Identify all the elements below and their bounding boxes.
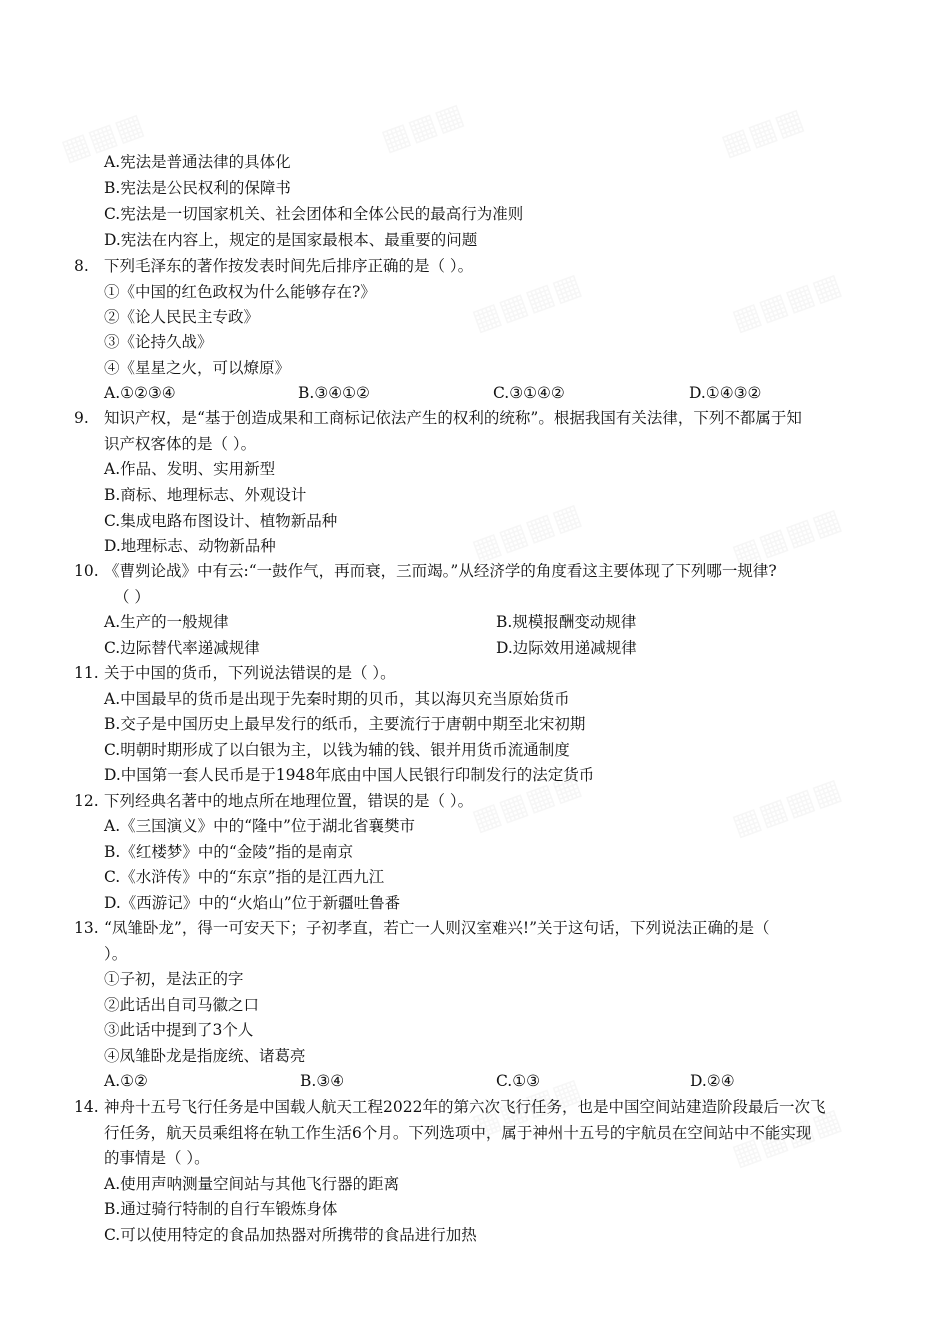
q14-option-c: C.可以使用特定的食品加热器对所携带的食品进行加热: [104, 1226, 477, 1244]
q10-stem-line: 《曹刿论战》中有云:“一鼓作气，再而衰，三而竭。”从经济学的角度看这主要体现了下列哪一规律?: [104, 562, 777, 580]
q13-item: ②此话出自司马徽之口: [104, 996, 260, 1014]
q11-option-d: D.中国第一套人民币是于1948年底由中国人民银行印制发行的法定货币: [104, 766, 595, 784]
q10-option-c: C.边际替代率递减规律: [104, 639, 260, 657]
q13-option-b: B.③④: [300, 1072, 345, 1090]
q12-option-b: B.《红楼梦》中的“金陵”指的是南京: [104, 843, 354, 861]
q10-number: 10.: [74, 562, 99, 580]
q12-number: 12.: [74, 792, 99, 810]
q14-option-b: B.通过骑行特制的自行车锻炼身体: [104, 1200, 338, 1218]
q7-option-b: B.宪法是公民权利的保障书: [104, 179, 291, 197]
q13-option-a: A.①②: [104, 1072, 148, 1090]
q12-option-a: A.《三国演义》中的“隆中”位于湖北省襄樊市: [104, 817, 415, 835]
q9-number: 9.: [74, 409, 89, 427]
q12-option-d: D.《西游记》中的“火焰山”位于新疆吐鲁番: [104, 894, 401, 912]
q8-item: ①《中国的红色政权为什么能够存在?》: [104, 283, 376, 301]
q13-option-c: C.①③: [496, 1072, 541, 1090]
q13-stem-line: “凤雏卧龙”，得一可安天下；子初孝直，若亡一人则汉室难兴!”关于这句话，下列说法正确的是（: [104, 919, 770, 937]
q7-option-c: C.宪法是一切国家机关、社会团体和全体公民的最高行为准则: [104, 205, 524, 223]
q9-option-a: A.作品、发明、实用新型: [104, 460, 276, 478]
q13-option-d: D.②④: [690, 1072, 735, 1090]
q13-number: 13.: [74, 919, 99, 937]
q10-stem-line: （ ）: [114, 588, 150, 606]
watermark: [727, 772, 846, 844]
q10-option-d: D.边际效用递减规律: [496, 639, 637, 657]
q11-option-a: A.中国最早的货币是出现于先秦时期的贝币，其以海贝充当原始货币: [104, 690, 570, 708]
q14-stem-line: 行任务，航天员乘组将在轨工作生活6个月。下列选项中，属于神州十五号的宇航员在空间站中不能实现: [104, 1124, 812, 1142]
q9-option-d: D.地理标志、动物新品种: [104, 537, 276, 555]
q11-option-c: C.明朝时期形成了以白银为主，以钱为辅的钱、银并用货币流通制度: [104, 741, 570, 759]
q8-option-d: D.①④③②: [689, 384, 762, 402]
q12-option-c: C.《水浒传》中的“东京”指的是江西九江: [104, 868, 385, 886]
q13-item: ④凤雏卧龙是指庞统、诸葛亮: [104, 1047, 306, 1065]
q8-item: ②《论人民民主专政》: [104, 308, 260, 326]
q9-option-c: C.集成电路布图设计、植物新品种: [104, 512, 338, 530]
watermark: [717, 102, 809, 164]
q8-item: ③《论持久战》: [104, 333, 213, 351]
watermark: [467, 497, 586, 569]
q9-option-b: B.商标、地理标志、外观设计: [104, 486, 307, 504]
q11-number: 11.: [74, 664, 99, 682]
q12-stem: 下列经典名著中的地点所在地理位置，错误的是（ ）。: [104, 792, 474, 810]
q8-stem: 下列毛泽东的著作按发表时间先后排序正确的是（ ）。: [104, 257, 474, 275]
q14-stem-line: 神舟十五号飞行任务是中国载人航天工程2022年的第六次飞行任务，也是中国空间站建造阶段最后一次飞: [104, 1098, 826, 1116]
q13-stem-line: ）。: [104, 945, 128, 963]
q8-item: ④《星星之火，可以燎原》: [104, 359, 291, 377]
q8-option-b: B.③④①②: [298, 384, 370, 402]
watermark: [467, 267, 586, 339]
q9-stem-line: 知识产权，是“基于创造成果和工商标记依法产生的权利的统称”。根据我国有关法律，下列不都属于知: [104, 409, 802, 427]
q8-option-a: A.①②③④: [104, 384, 176, 402]
q13-item: ①子初，是法正的字: [104, 970, 244, 988]
q8-option-c: C.③①④②: [493, 384, 565, 402]
watermark: [727, 267, 846, 339]
q9-stem-line: 识产权客体的是（ ）。: [104, 435, 257, 453]
watermark: [377, 97, 469, 159]
q11-option-b: B.交子是中国历史上最早发行的纸币，主要流行于唐朝中期至北宋初期: [104, 715, 586, 733]
q13-item: ③此话中提到了3个人: [104, 1021, 254, 1039]
q10-option-b: B.规模报酬变动规律: [496, 613, 637, 631]
q11-stem: 关于中国的货币，下列说法错误的是（ ）。: [104, 664, 396, 682]
q7-option-a: A.宪法是普通法律的具体化: [104, 153, 291, 171]
q10-option-a: A.生产的一般规律: [104, 613, 229, 631]
q8-number: 8.: [74, 257, 89, 275]
q14-number: 14.: [74, 1098, 99, 1116]
q14-option-a: A.使用声呐测量空间站与其他飞行器的距离: [104, 1175, 400, 1193]
q14-stem-line: 的事情是（ ）。: [104, 1149, 210, 1167]
q7-option-d: D.宪法在内容上，规定的是国家最根本、最重要的问题: [104, 231, 478, 249]
